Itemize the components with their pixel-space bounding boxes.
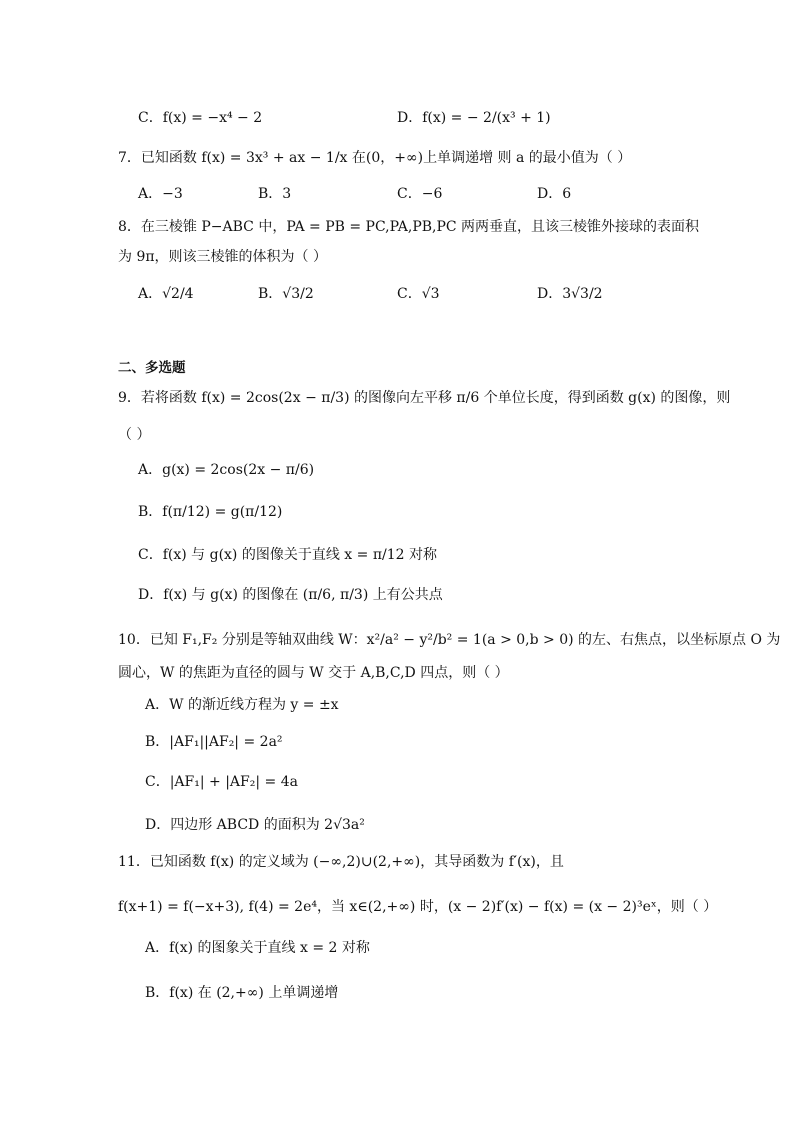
q8-stem-line1: 8．在三棱锥 P−ABC 中，PA = PB = PC,PA,PB,PC 两两垂直，且该三棱锥外接球的表面积 xyxy=(118,219,700,235)
q11-option-a: A．f(x) 的图象关于直线 x = 2 对称 xyxy=(145,940,370,956)
q9-stem-line1: 9．若将函数 f(x) = 2cos(2x − π/3) 的图像向左平移 π/6 个单位长度，得到函数 g(x) 的图像，则 xyxy=(118,390,731,406)
q10-stem-line2: 圆心，W 的焦距为直径的圆与 W 交于 A,B,C,D 四点，则（ ） xyxy=(118,665,509,681)
section-title-multiple-choice: 二、多选题 xyxy=(118,360,186,376)
q9-stem-line2: （ ） xyxy=(118,427,151,443)
q8-option-a: A．√2/4 xyxy=(138,286,194,302)
q6-option-d: D．f(x) = − 2/(x³ + 1) xyxy=(397,110,551,126)
q8-option-d: D．3√3/2 xyxy=(537,286,603,302)
q8-option-b: B．√3/2 xyxy=(258,286,314,302)
q9-option-d: D．f(x) 与 g(x) 的图像在 (π/6, π/3) 上有公共点 xyxy=(138,587,443,603)
q8-stem-line2: 为 9π，则该三棱锥的体积为（ ） xyxy=(118,249,328,265)
q11-stem-line1: 11．已知函数 f(x) 的定义域为 (−∞,2)∪(2,+∞)，其导函数为 f′(x)，且 xyxy=(118,854,564,870)
q11-stem-line2: f(x+1) = f(−x+3), f(4) = 2e⁴，当 x∈(2,+∞) 时，(x − 2)f′(x) − f(x) = (x − 2)³eˣ，则（ ） xyxy=(118,899,718,915)
q10-stem-line1: 10．已知 F₁,F₂ 分别是等轴双曲线 W：x²/a² − y²/b² = 1(a > 0,b > 0) 的左、右焦点，以坐标原点 O 为 xyxy=(118,632,781,648)
q7-option-a: A．−3 xyxy=(138,186,183,202)
q7-stem: 7．已知函数 f(x) = 3x³ + ax − 1/x 在(0，+∞)上单调递增 则 a 的最小值为（ ） xyxy=(118,150,632,166)
q9-option-b: B．f(π/12) = g(π/12) xyxy=(138,504,283,520)
q10-option-c: C．|AF₁| + |AF₂| = 4a xyxy=(145,774,298,790)
q9-option-a: A．g(x) = 2cos(2x − π/6) xyxy=(138,462,315,478)
q9-option-c: C．f(x) 与 g(x) 的图像关于直线 x = π/12 对称 xyxy=(138,547,438,563)
q8-option-c: C．√3 xyxy=(397,286,440,302)
q10-option-a: A．W 的渐近线方程为 y = ±x xyxy=(145,697,339,713)
q11-option-b: B．f(x) 在 (2,+∞) 上单调递增 xyxy=(145,985,339,1001)
q7-option-d: D．6 xyxy=(537,186,572,202)
q10-option-d: D．四边形 ABCD 的面积为 2√3a² xyxy=(145,817,365,833)
q10-option-b: B．|AF₁||AF₂| = 2a² xyxy=(145,734,283,750)
q7-option-b: B．3 xyxy=(258,186,292,202)
q7-option-c: C．−6 xyxy=(397,186,443,202)
q6-option-c: C．f(x) = −x⁴ − 2 xyxy=(138,110,263,126)
